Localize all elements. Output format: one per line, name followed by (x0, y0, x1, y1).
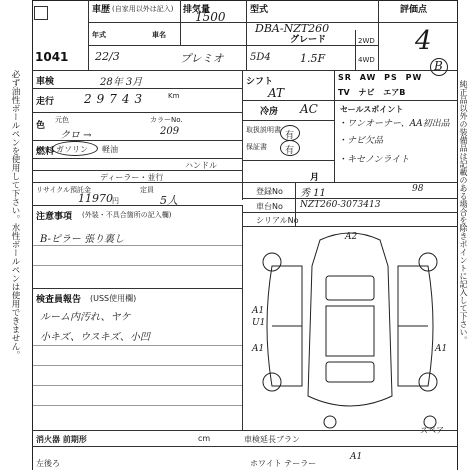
manual-label: 取扱説明書 (246, 126, 281, 134)
model-label: 型式 (250, 5, 269, 15)
recycle-unit: 円 (112, 197, 119, 205)
notes-line-1: B-ピラー 張り裏し (40, 234, 125, 245)
fuel-value: ガソリン (56, 145, 88, 154)
equipment-pw: PW (405, 73, 423, 82)
equipment-aw: AW (359, 73, 377, 82)
sales-points-title: セールスポイント (340, 105, 404, 114)
equipment-ps: PS (384, 73, 398, 82)
inspection-label: 車検 (36, 77, 55, 87)
footer-row2-right: ホワイト テーラー (250, 459, 317, 468)
lot-number: 1041 (35, 50, 69, 64)
drive-4wd: 4WD (358, 56, 375, 64)
diagram-mark-a1-right: A1 (435, 344, 448, 354)
footer-row1-unit: cm (198, 434, 211, 443)
diagram-mark-u1: U1 (252, 318, 266, 328)
inspector-line-2: 小キズ、ウスキズ、小凹 (40, 332, 150, 343)
color-label: 色 (36, 121, 46, 131)
model-value: DBA-NZT260 (255, 22, 330, 35)
serial-label: シリアルNo (256, 216, 299, 225)
footer-row1-right: 車検延長ブラン (244, 435, 300, 444)
model-year-label: 年式 (92, 31, 106, 39)
equipment-navi: ナビ (358, 88, 375, 97)
equipment-row-2 (338, 87, 405, 98)
handle-label: ハンドル (185, 161, 217, 170)
equipment-row-1 (338, 73, 422, 82)
diagram-mark-a1-left: A1 (252, 306, 265, 316)
capacity-label: 定員 (140, 186, 154, 194)
doors-value: 5D4 (250, 52, 271, 63)
recycle-value: 11970 (78, 192, 113, 205)
inspector-line-1: ルーム内汚れ、ヤケ (40, 312, 131, 323)
car-diagram (242, 226, 458, 430)
sales-point-1: ・ワンオーナー、AA初出品 (338, 119, 450, 129)
grade-value: 1.5F (300, 52, 326, 65)
side-note-left: 必ず油性ボールペンを使用して下さい。水性ボールペンは使用できません。 (10, 70, 20, 359)
ac-label: 冷房 (260, 107, 279, 117)
frame-label: 車台No (256, 202, 283, 211)
color-value: クロ → (60, 130, 92, 141)
score-value: 4 (415, 26, 432, 56)
grade-label: グレード (290, 35, 327, 45)
warranty-label: 保証書 (246, 143, 267, 151)
notes-subtitle: (外装・不具合箇所の記入欄) (82, 211, 172, 219)
inspector-title: 検査員報告 (36, 295, 82, 305)
shift-label: シフト (246, 77, 274, 87)
shaken-label: 車歴 (92, 5, 111, 15)
notes-title: 注意事項 (36, 212, 73, 222)
inspector-subtitle: (USS使用欄) (90, 294, 137, 303)
mileage-label: 走行 (36, 97, 55, 107)
equipment-sr: SR (338, 73, 352, 82)
warranty-value: 有 (285, 146, 295, 156)
mileage-unit: Km (168, 92, 180, 100)
displacement-value: 1500 (195, 10, 226, 24)
shaken-sub: (自家用以外は記入) (112, 5, 174, 13)
frame-value: NZT260-3073413 (300, 200, 381, 210)
month-label: 月 (310, 173, 320, 183)
reg-label: 登録No (256, 187, 283, 196)
mileage-value: 29743 (84, 92, 148, 106)
capacity-value: 5人 (160, 194, 178, 207)
car-name-value: プレミオ (180, 52, 224, 65)
drive-2wd: 2WD (358, 37, 375, 45)
original-color-label: 元色 (55, 116, 69, 124)
displacement-label: 排気量 (183, 5, 211, 15)
car-name-label: 車名 (152, 31, 166, 39)
diagram-mark-a2: A2 (345, 232, 358, 242)
equipment-tv: TV (338, 88, 350, 97)
interior-score: B (434, 59, 443, 73)
sales-point-2: ・ナビ欠品 (338, 136, 384, 146)
serial-value: 98 (412, 184, 424, 194)
shift-value: AT (268, 86, 285, 100)
spare-label: スペア (420, 426, 444, 435)
manual-value: 有 (285, 131, 295, 141)
fuel-other: 軽油 (102, 145, 118, 154)
diagram-mark-a1-bottom: A1 (350, 452, 363, 462)
diagram-mark-a1-left2: A1 (252, 344, 265, 354)
seller-label: ディーラー・並行 (100, 173, 164, 182)
recycle-label: リサイクル預託金 (36, 186, 92, 194)
fuel-label: 燃料 (36, 147, 55, 157)
color-no-value: 209 (160, 126, 180, 137)
reg-value: 秀 11 (300, 188, 326, 199)
footer-row1: 消火器 前期形 (36, 435, 87, 444)
inspection-value: 28年 3月 (100, 77, 143, 88)
score-label: 評価点 (400, 5, 428, 15)
ac-value: AC (300, 102, 318, 116)
sales-point-3: ・キセノンライト (338, 155, 410, 165)
color-no-label: カラーNo. (150, 116, 183, 124)
corner-mark (34, 6, 48, 20)
equipment-airbag: エアB (383, 88, 406, 97)
footer-row2-left: 左後ろ (36, 459, 60, 468)
model-year-value: 22/3 (95, 50, 120, 63)
side-note-right: 純正品以外の装備品は記載のある場合を除きポイントに記入して下さい。 (459, 80, 468, 344)
